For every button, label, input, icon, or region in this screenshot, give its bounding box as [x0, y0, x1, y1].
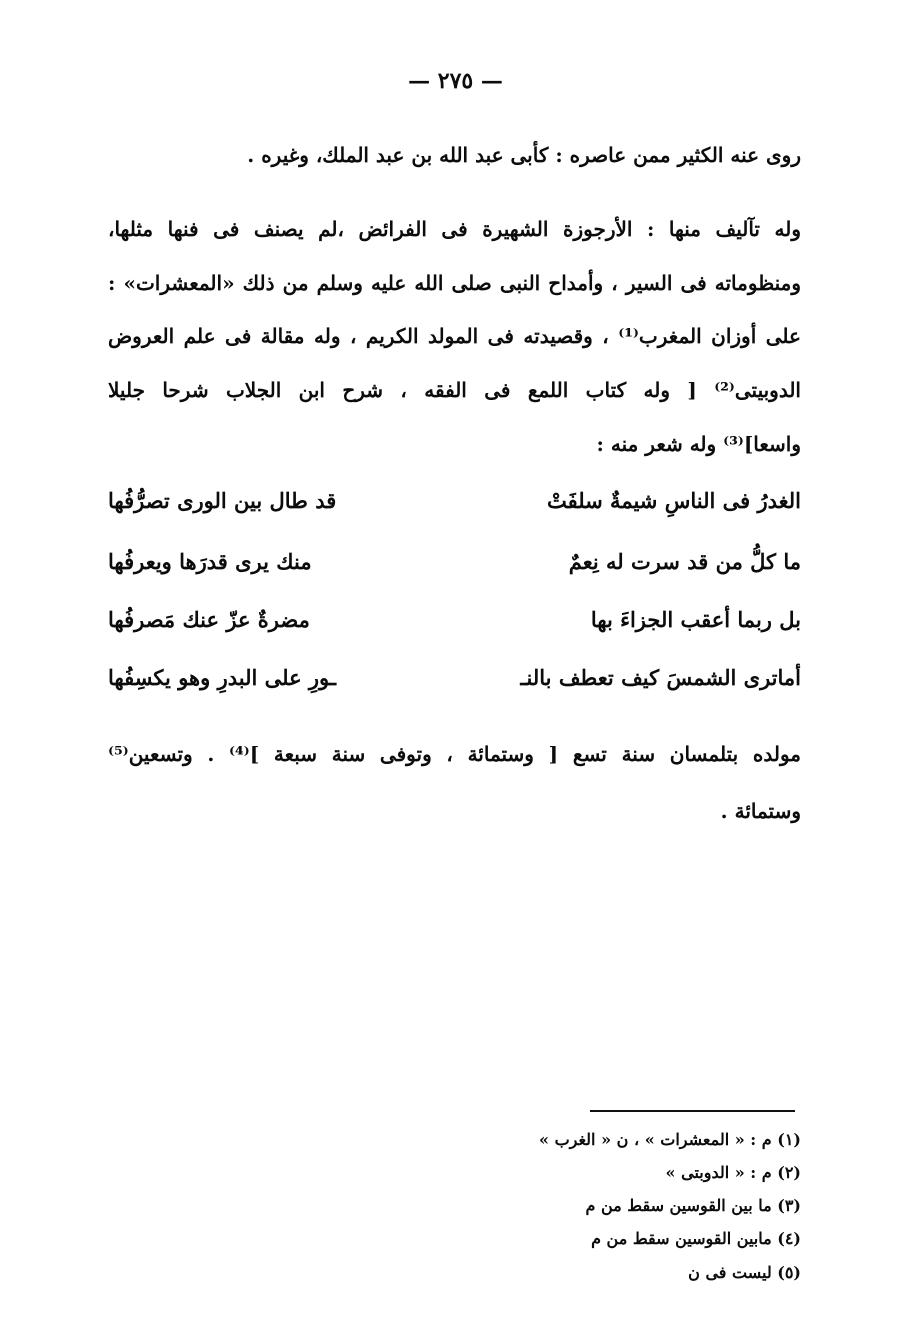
poem-verse	[108, 549, 801, 589]
poem-verse	[108, 488, 801, 528]
footnote: (٣) ما بين القوسين سقط من م	[585, 1196, 801, 1215]
verse-first-hemistich: بل ربما أعقب الجزاءَ بها	[590, 607, 801, 632]
prose-line: على أوزان المغرب⁽¹⁾ ، وقصيدته فى المولد الكريم ، وله مقالة فى علم العروض	[108, 324, 801, 348]
poem-verse	[108, 607, 801, 647]
poem-verse	[108, 665, 801, 705]
footnote: (٥) ليست فى ن	[688, 1263, 801, 1282]
prose-line: ومنظوماته فى السير ، وأمداح النبى صلى الله عليه وسلم من ذلك «المعشرات» :	[108, 271, 802, 295]
verse-first-hemistich: الغدرُ فى الناسِ شيمةٌ سلفَتْ	[546, 488, 801, 513]
verse-first-hemistich: أماترى الشمسَ كيف تعطف بالنـ	[520, 665, 801, 690]
prose-line: الدوبيتى⁽²⁾ [ وله كتاب اللمع فى الفقه ، شرح ابن الجلاب شرحا جليلا	[108, 378, 801, 402]
page-number: — ٢٧٥ —	[408, 68, 503, 94]
verse-second-hemistich: قد طال بين الورى تصرُّفُها	[108, 488, 337, 513]
verse-first-hemistich: ما كلُّ من قد سرت له نِعمٌ	[568, 549, 801, 574]
prose-line: مولده بتلمسان سنة تسع [ وستمائة ، وتوفى سنة سبعة ]⁽⁴⁾ . وتسعين⁽⁵⁾	[108, 742, 802, 766]
footnote: (١) م : « المعشرات » ، ن « الغرب »	[539, 1130, 801, 1149]
footnote-separator	[590, 1110, 795, 1112]
prose-line: وستمائة .	[720, 799, 801, 823]
prose-line: وله تآليف منها : الأرجوزة الشهيرة فى الفرائض ،لم يصنف فى فنها مثلها،	[108, 217, 801, 241]
verse-second-hemistich: مضرةٌ عزّ عنك مَصرفُها	[108, 607, 310, 632]
footnote: (٤) مابين القوسين سقط من م	[591, 1229, 801, 1248]
verse-second-hemistich: ـورِ على البدرِ وهو يكسِفُها	[108, 665, 337, 690]
prose-line: واسعا]⁽³⁾ وله شعر منه :	[596, 432, 801, 456]
footnote: (٢) م : « الدوبتى »	[665, 1163, 801, 1182]
prose-line: روى عنه الكثير ممن عاصره : كأبى عبد الله بن عبد الملك، وغيره .	[247, 143, 801, 167]
verse-second-hemistich: منك يرى قدرَها ويعرفُها	[108, 549, 312, 574]
